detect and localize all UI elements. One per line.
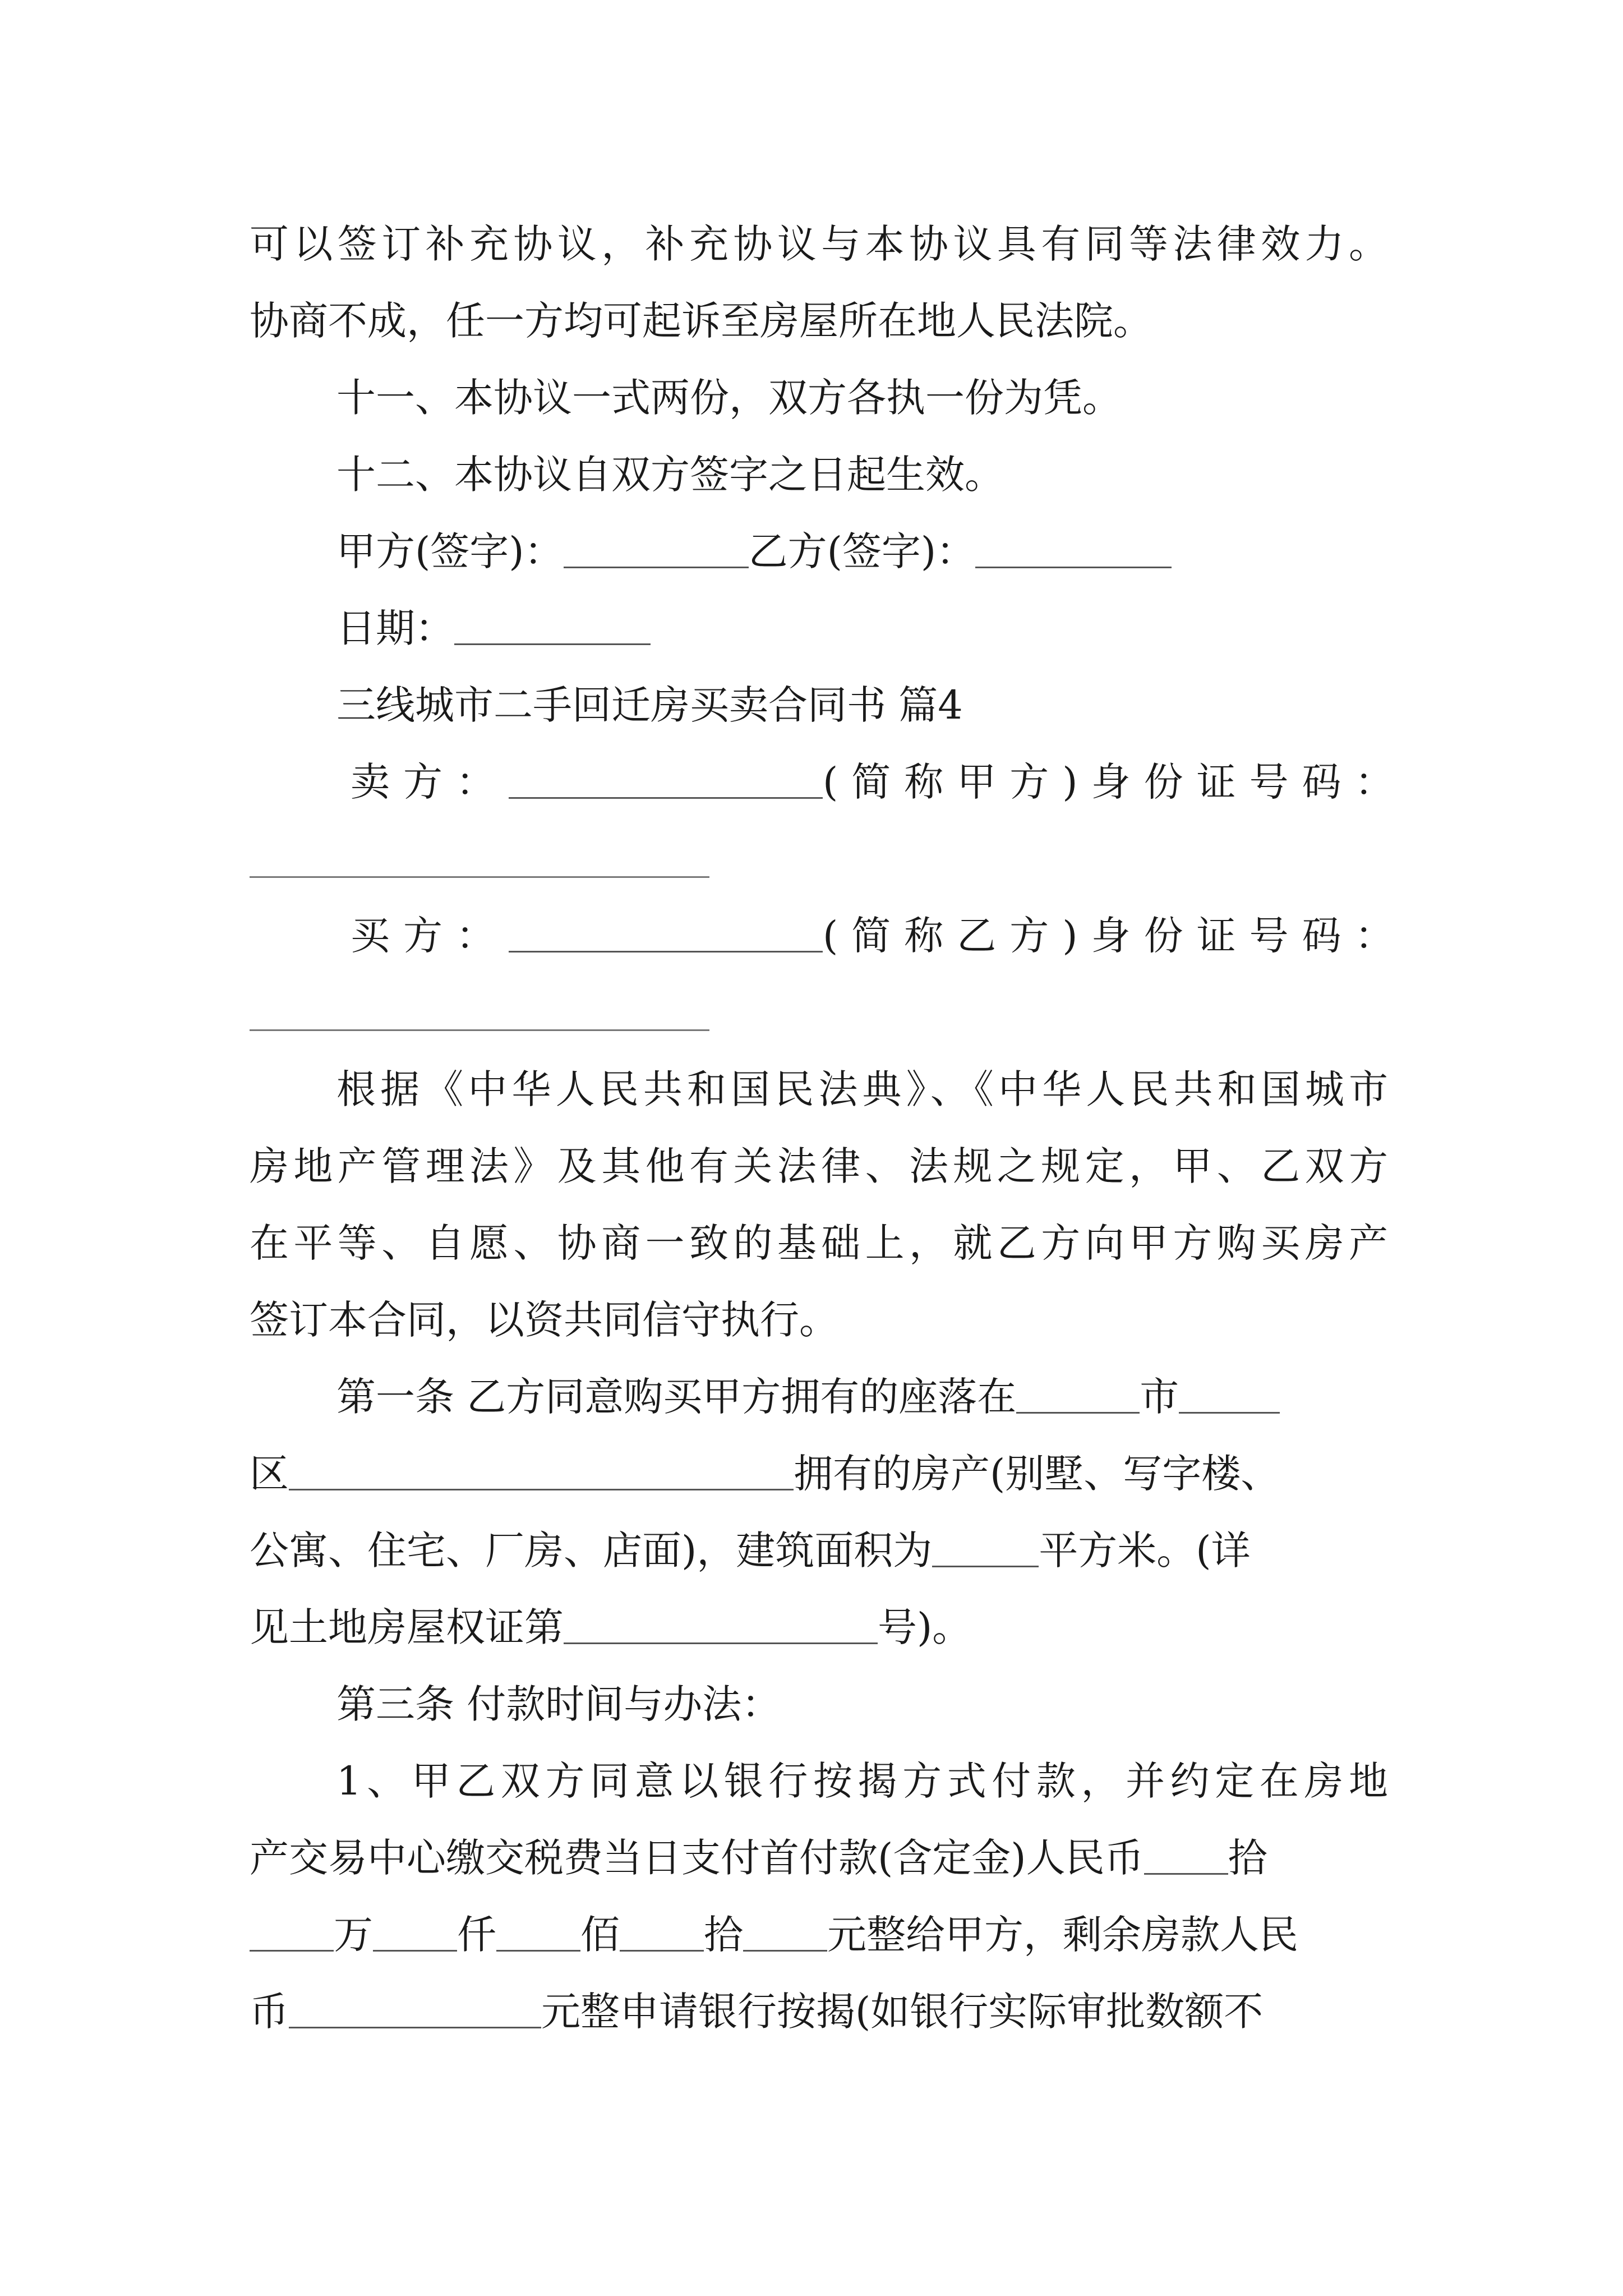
buyer-line [351, 908, 1408, 964]
buyer-id-blank[interactable] [250, 1029, 709, 1031]
seller-id-blank[interactable] [250, 876, 709, 878]
text-line: 十一、本协议一式两份，双方各执一份为凭。 [336, 375, 1122, 421]
amount-bai-blank[interactable] [496, 1911, 580, 1952]
seller-abbr: (简称甲方)身份证号码： [823, 759, 1408, 805]
area-blank[interactable] [932, 1526, 1039, 1567]
seller-label: 卖方： [351, 759, 509, 805]
payment-line [250, 1830, 1388, 1886]
party-a-signature-blank[interactable] [564, 527, 749, 568]
party-b-signature-blank[interactable] [975, 527, 1172, 568]
unit-label: 拾 [704, 1912, 743, 1958]
text-line: 可以签订补充协议，补充协议与本协议具有同等法律效力。 [250, 221, 1388, 267]
text-line: 协商不成，任一方均可起诉至房屋所在地人民法院。 [250, 298, 1152, 344]
city-blank[interactable] [1016, 1373, 1140, 1414]
article-1-line [336, 1369, 1388, 1425]
text-line: 在平等、自愿、协商一致的基础上，就乙方向甲方购买房产 [250, 1220, 1388, 1266]
district-blank[interactable] [289, 1450, 794, 1490]
date-line [336, 600, 1388, 656]
buyer-name-blank[interactable] [509, 912, 823, 953]
amount-qian-blank[interactable] [373, 1911, 457, 1952]
payment-text: 币 [250, 1989, 289, 2035]
payment-line [250, 1984, 1388, 2040]
date-label: 日期： [336, 605, 454, 651]
payment-text: 元整申请银行按揭(如银行实际审批数额不 [541, 1989, 1264, 2035]
article-1-text: 第一条 乙方同意购买甲方拥有的座落在 [336, 1374, 1017, 1420]
section-title: 三线城市二手回迁房买卖合同书 篇4 [336, 682, 963, 728]
article-1-line [250, 1522, 1388, 1579]
payment-text: 元整给甲方，剩余房款人民 [827, 1912, 1298, 1958]
article-1-line [250, 1446, 1388, 1502]
text-line: 签订本合同，以资共同信守执行。 [250, 1297, 838, 1343]
unit-label: 佰 [580, 1912, 620, 1958]
payment-line [250, 1907, 1388, 1963]
article-1-line [250, 1599, 1388, 1655]
buyer-label: 买方： [351, 913, 509, 959]
article-1-text: 拥有的房产(别墅、写字楼、 [794, 1451, 1280, 1497]
amount-shi-blank[interactable] [620, 1911, 704, 1952]
text-line: 十二、本协议自双方签字之日起生效。 [336, 452, 1004, 498]
text-line: 1、甲乙双方同意以银行按揭方式付款，并约定在房地 [336, 1758, 1388, 1804]
article-1-text: 公寓、住宅、厂房、店面)，建筑面积为 [250, 1527, 933, 1573]
remaining-amount-blank[interactable] [289, 1987, 541, 2028]
article-3-heading: 第三条 付款时间与办法： [336, 1681, 781, 1727]
seller-line [351, 754, 1408, 810]
date-blank[interactable] [454, 604, 651, 645]
unit-label: 万 [334, 1912, 373, 1958]
city-suffix-blank[interactable] [1179, 1373, 1280, 1414]
party-b-signature-label: 乙方(签字)： [748, 528, 976, 574]
buyer-abbr: (简称乙方)身份证号码： [823, 913, 1408, 959]
text-line: 房地产管理法》及其他有关法律、法规之规定，甲、乙双方 [250, 1143, 1388, 1189]
signature-line [336, 523, 1388, 579]
party-a-signature-label: 甲方(签字)： [336, 528, 564, 574]
amount-ten-wan-blank[interactable] [1144, 1834, 1228, 1875]
payment-text: 产交易中心缴交税费当日支付首付款(含定金)人民币 [250, 1835, 1144, 1881]
article-1-text: 号)。 [878, 1604, 972, 1650]
city-label: 市 [1140, 1374, 1179, 1420]
unit-label: 仟 [457, 1912, 496, 1958]
article-1-text: 平方米。(详 [1039, 1527, 1251, 1573]
amount-wan-blank[interactable] [250, 1911, 334, 1952]
payment-text: 拾 [1228, 1835, 1267, 1881]
certificate-number-blank[interactable] [564, 1603, 878, 1644]
article-1-text: 见土地房屋权证第 [250, 1604, 564, 1650]
amount-yuan-blank[interactable] [743, 1911, 827, 1952]
district-label: 区 [250, 1451, 289, 1497]
seller-name-blank[interactable] [509, 758, 823, 799]
text-line: 根据《中华人民共和国民法典》、《中华人民共和国城市 [336, 1066, 1388, 1112]
